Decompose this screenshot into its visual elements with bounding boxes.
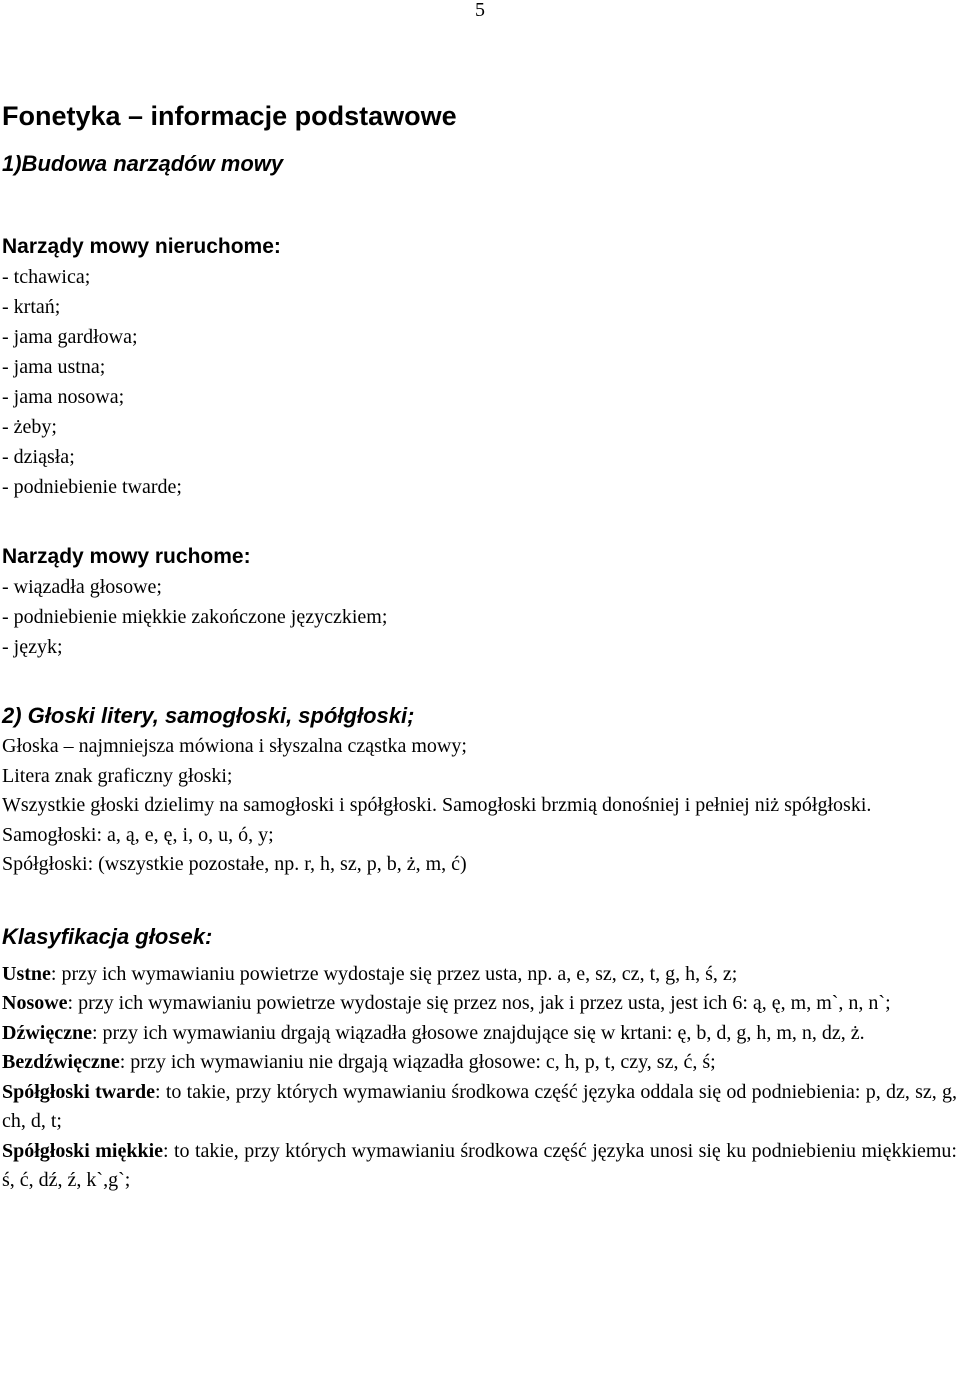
page-title: Fonetyka – informacje podstawowe xyxy=(2,101,457,131)
immobile-organs-heading: Narządy mowy nieruchome: xyxy=(2,235,281,258)
immobile-organs-list xyxy=(2,262,957,502)
classification-term: Dźwięczne xyxy=(2,1021,92,1044)
classification-text: : przy ich wymawianiu drgają wiązadła głosowe znajdujące się w krtani: ę, b, d, g, h, m, n, dz, ż. xyxy=(91,1021,865,1044)
list-item: - krtań; xyxy=(2,296,61,318)
classification-heading: Klasyfikacja głosek: xyxy=(2,923,213,949)
classification-item xyxy=(2,1078,957,1137)
page-number: 5 xyxy=(475,0,485,21)
mobile-organs-list xyxy=(2,572,957,662)
list-item: - jama ustna; xyxy=(2,356,106,378)
classification-text: : to takie, przy których wymawianiu środkowa część języka oddala się od podniebienia: p, dz, sz, g, ch, d, t; xyxy=(2,1080,957,1132)
letters-paragraph xyxy=(2,732,957,880)
classification-text: : przy ich wymawianiu nie drgają wiązadła głosowe: c, h, p, t, czy, sz, ć, ś; xyxy=(119,1051,716,1073)
definition-line: Litera znak graficzny głoski; xyxy=(2,764,233,787)
section-heading-letters: 2) Głoski litery, samogłoski, spółgłoski; xyxy=(2,703,415,728)
classification-text: : przy ich wymawianiu powietrze wydostaje się przez usta, np. a, e, sz, cz, t, g, h, ś, z; xyxy=(50,962,738,985)
classification-term: Bezdźwięczne xyxy=(2,1051,120,1073)
definition-line: Wszystkie głoski dzielimy na samogłoski i spółgłoski. Samogłoski brzmią donośniej i pełniej niż spółgłoski. xyxy=(2,794,872,816)
list-item: - język; xyxy=(2,636,63,658)
list-item: - żeby; xyxy=(2,416,57,438)
classification-term: Ustne xyxy=(2,962,51,985)
list-item: - tchawica; xyxy=(2,266,91,288)
list-item: - dziąsła; xyxy=(2,446,75,468)
classification-list xyxy=(2,960,957,1196)
classification-text: : to takie, przy których wymawianiu środkowa część języka unosi się ku podniebieniu miękkiemu: ś, ć, dź, ź, k`,g`; xyxy=(2,1139,957,1191)
list-item: - jama nosowa; xyxy=(2,386,125,408)
classification-item xyxy=(2,960,957,990)
classification-term: Spółgłoski miękkie xyxy=(2,1139,164,1162)
classification-term: Spółgłoski twarde xyxy=(2,1080,156,1103)
classification-item xyxy=(2,1019,957,1049)
mobile-organs-heading: Narządy mowy ruchome: xyxy=(2,545,251,568)
classification-item xyxy=(2,989,957,1019)
page-content xyxy=(2,96,957,1196)
classification-item xyxy=(2,1048,957,1078)
section-heading-speech-organs: 1)Budowa narządów mowy xyxy=(2,151,284,176)
list-item: - podniebienie miękkie zakończone języczkiem; xyxy=(2,606,388,628)
classification-term: Nosowe xyxy=(2,992,68,1014)
classification-text: : przy ich wymawianiu powietrze wydostaje się przez nos, jak i przez usta, jest ich 6: ą, ę, m, m`, n, n`; xyxy=(67,992,891,1014)
definition-line: Głoska – najmniejsza mówiona i słyszalna cząstka mowy; xyxy=(2,735,467,757)
list-item: - podniebienie twarde; xyxy=(2,476,182,498)
list-item: - wiązadła głosowe; xyxy=(2,576,162,598)
definition-line: Spółgłoski: (wszystkie pozostałe, np. r, h, sz, p, b, ż, m, ć) xyxy=(2,853,467,875)
classification-item xyxy=(2,1137,957,1196)
definition-line: Samogłoski: a, ą, e, ę, i, o, u, ó, y; xyxy=(2,823,274,846)
list-item: - jama gardłowa; xyxy=(2,326,138,348)
